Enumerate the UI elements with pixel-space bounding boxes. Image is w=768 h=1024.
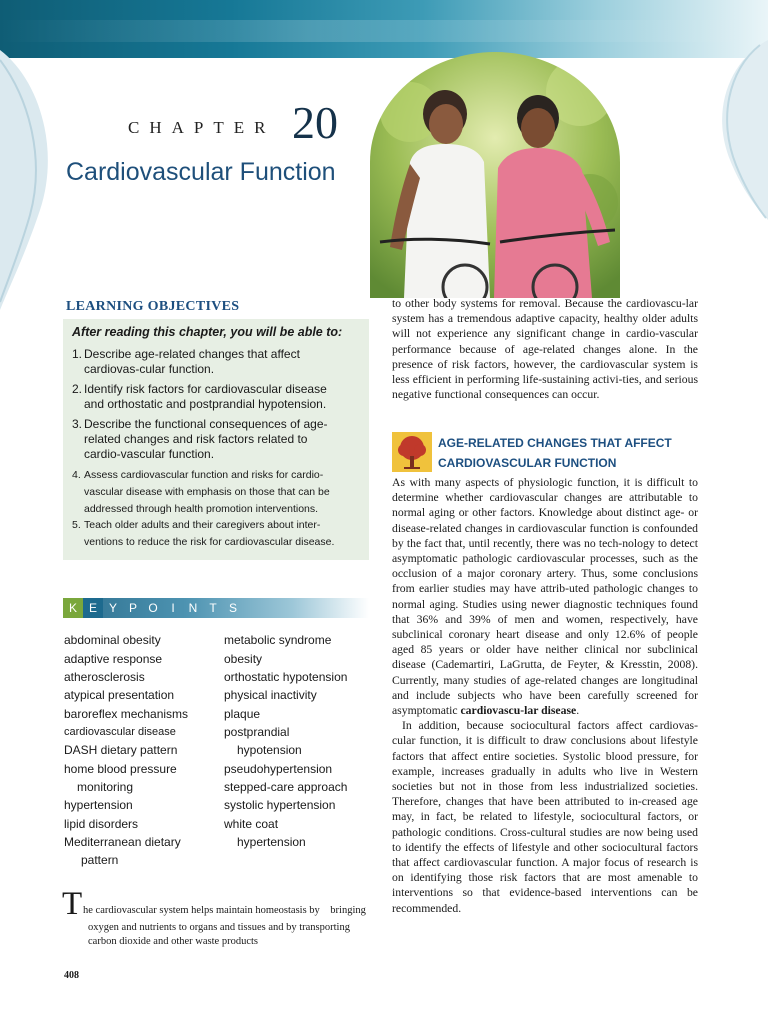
key-points-heading: K E Y P O I N T S <box>68 601 237 615</box>
chapter-photo <box>370 52 620 298</box>
body-paragraph: to other body systems for removal. Because the cardiovascu-lar system has a tremendous adaptive capacity, healthy older adults will not experience any significant change in cardio-vascular performance because of age-related changes alone. In the presence of risk factors, however, the cardiovascular system is less efficient in performing life-sustaining activi-ties, and serious negative functional consequences can occur. <box>392 297 698 402</box>
decorative-swirl-left <box>0 40 70 310</box>
objective-item: 1. Describe age-related changes that affect cardiovas-cular function. <box>72 347 300 376</box>
key-term: orthostatic hypotension <box>224 670 348 684</box>
key-term: monitoring <box>77 780 134 794</box>
key-term: hypotension <box>237 743 302 757</box>
key-term: abdominal obesity <box>64 633 161 647</box>
objective-item: 2. Identify risk factors for cardiovascular disease and orthostatic and postprandial hypotension. <box>72 382 327 411</box>
learning-objectives-heading: LEARNING OBJECTIVES <box>66 299 240 314</box>
intro-text-line: oxygen and nutrients to organs and tissues and by transporting <box>88 922 350 933</box>
key-term: white coat <box>224 817 279 831</box>
page-number: 408 <box>64 970 79 981</box>
key-term: plaque <box>224 707 261 721</box>
header-band <box>0 0 768 58</box>
key-term: baroreflex mechanisms <box>64 707 189 721</box>
key-term: cardiovascular disease <box>64 726 176 738</box>
key-term: atypical presentation <box>64 688 175 702</box>
objective-item: 4. Assess cardiovascular function and risks for cardio- vascular disease with emphasis on those that can be addressed through health promotion interventions. <box>72 469 330 515</box>
key-term: hypertension <box>237 835 306 849</box>
key-term: hypertension <box>64 798 133 812</box>
key-term: Mediterranean dietary <box>64 835 181 849</box>
key-term: physical inactivity <box>224 688 317 702</box>
key-term: pattern <box>81 853 119 867</box>
body-paragraph: As with many aspects of physiologic function, it is difficult to determine whether cardiovascular changes are attributable to normal aging or other factors. Knowledge about distinct age- or disease-related changes in cardiovascular function is confounded by the fact that, until recently, there was no tech-nology to detect asymptomatic pathologic cardiovascular processes, such as the occlusion of a major coronary artery. Thus, some conclusions from earlier studies may have attrib-uted pathologic changes to normal aging. Studies using newer diagnostic techniques found that 36% and 39% of men and women, respectively, have subclinical coronary heart disease and only 12.6% of people aged 85 years or older have neither clinical nor subclinical disease (Cademartiri, LaGrutta, de Feyter, & Kresstin, 2008). Currently, many studies of age-related changes are longitudinal and include subjects who have been carefully screened for asymptomatic cardiovascu-lar disease. In addition, because sociocultural factors affect cardiovas-cular function, it is difficult to draw conclusions about lifestyle factors that affect entire societies. Systolic blood pressure, for example, increases gradually in adults who live in Western societies but not in those from less industrialized societies. Therefore, changes that have been attributed to in-creased age may, in fact, be related to lifestyle, sociocultural factors, or pathologic conditions. Cross-cultural studies are now being used to identify the effects of lifestyle and other sociocultural factors that affect cardiovascular function. A major focus of research is on identifying those risk factors that are most amenable to interventions so that evidence-based interventions can be recommended. <box>392 476 698 915</box>
key-term: adaptive response <box>64 652 163 666</box>
key-term: lipid disorders <box>64 817 139 831</box>
key-term: metabolic syndrome <box>224 633 332 647</box>
objective-item: 5. Teach older adults and their caregivers about inter- ventions to reduce the risk for cardiovascular disease. <box>72 519 335 548</box>
key-term: pseudohypertension <box>224 762 333 776</box>
intro-text-line: carbon dioxide and other waste products <box>88 936 258 947</box>
key-term: systolic hypertension <box>224 798 336 812</box>
decorative-swirl-right <box>700 40 768 220</box>
chapter-number: 20 <box>292 97 338 148</box>
learning-objectives-intro: After reading this chapter, you will be able to: <box>72 325 343 339</box>
objective-item: 3. Describe the functional consequences of age- related changes and risk factors related to cardio-vascular function. <box>72 417 328 461</box>
key-term: atherosclerosis <box>64 670 145 684</box>
tree-icon <box>392 432 432 472</box>
intro-text-line: he cardiovascular system helps maintain homeostasis by bringing <box>83 905 366 916</box>
key-term: postprandial <box>224 725 290 739</box>
drop-cap: T <box>62 886 83 922</box>
chapter-label: CHAPTER <box>128 118 276 137</box>
chapter-title: Cardiovascular Function <box>66 158 336 186</box>
key-term: stepped-care approach <box>224 780 348 794</box>
key-term: home blood pressure <box>64 762 177 776</box>
section-heading: AGE-RELATED CHANGES THAT AFFECT CARDIOVASCULAR FUNCTION <box>438 436 672 470</box>
key-term: DASH dietary pattern <box>64 743 178 757</box>
key-term: obesity <box>224 652 263 666</box>
